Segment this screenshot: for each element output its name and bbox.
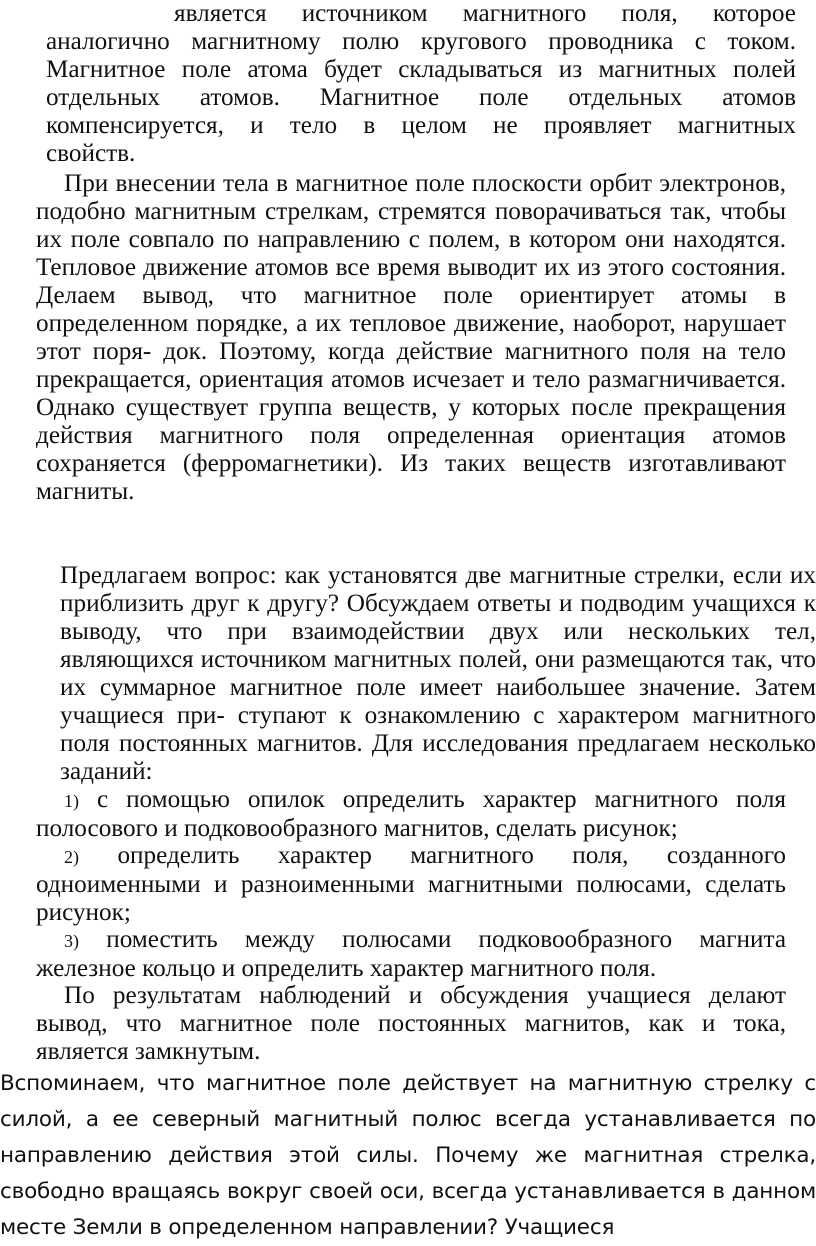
task-item-1-text: с помощью опилок определить характер магнитного поля полосового и подковообразного магнитов, сделать рисунок; <box>36 786 787 842</box>
task-item-2-text: определить характер магнитного поля, созданного одноименными и разноименными магнитными полюсами, сделать рисунок; <box>36 842 787 926</box>
task-item-1 <box>36 786 786 843</box>
paragraph-question: Предлагаем вопрос: как установятся две магнитные стрелки, если их приблизить друг к другу? Обсуждаем ответы и подводим учащихся к выводу, что при взаимодействии двух или нескольких тел, являющихся источником магнитных полей, они размещаются так, что их суммарное магнитное поле имеет наибольшее значение. Затем учащиеся при- ступают к ознакомлению с характером магнитного поля постоянных магнитов. Для исследования предлагаем несколько заданий: <box>60 562 816 785</box>
task-item-2 <box>36 842 786 927</box>
task-item-3 <box>36 926 786 983</box>
paragraph-atom-field: является источником магнитного поля, которое аналогично магнитному полю кругового проводника с током. Магнитное поле атома будет складываться из магнитных полей отдельных атомов. Магнитное поле отдельных атомов компенсируется, и тело в целом не проявляет магнитных свойств. <box>46 0 796 167</box>
task-item-3-text: поместить между полюсами подковообразного магнита железное кольцо и определить характер магнитного поля. <box>36 926 786 982</box>
paragraph-compass: Вспоминаем, что магнитное поле действует на магнитную стрелку с силой, а ее северный магнитный полюс всегда устанавливается по направлению действия этой силы. Почему же магнитная стрелка, свободно вращаясь вокруг своей оси, всегда устанавливается в данном месте Земли в определенном направлении? Учащиеся <box>0 1071 816 1240</box>
paragraph-conclusion: По результатам наблюдений и обсуждения учащиеся делают вывод, что магнитное поле постоянных магнитов, как и тока, является замкнутым. <box>36 982 786 1065</box>
task-item-3-number: 3) <box>64 931 79 951</box>
paragraph-body-in-field: При внесении тела в магнитное поле плоскости орбит электронов, подобно магнитным стрелкам, стремятся поворачиваться так, чтобы их поле совпало по направлению с полем, в котором они находятся. Тепловое движение атомов все время выводит их из этого состояния. Делаем вывод, что магнитное поле ориентирует атомы в определенном порядке, а их тепловое движение, наоборот, нарушает этот поря- док. Поэтому, когда действие магнитного поля на тело прекращается, ориентация атомов исчезает и тело размагничивается. Однако существует группа веществ, у которых после прекращения действия магнитного поля определенная ориентация атомов сохраняется (ферромагнетики). Из таких веществ изготавливают магниты. <box>36 170 786 505</box>
task-item-1-number: 1) <box>64 791 79 811</box>
task-item-2-number: 2) <box>64 847 79 867</box>
